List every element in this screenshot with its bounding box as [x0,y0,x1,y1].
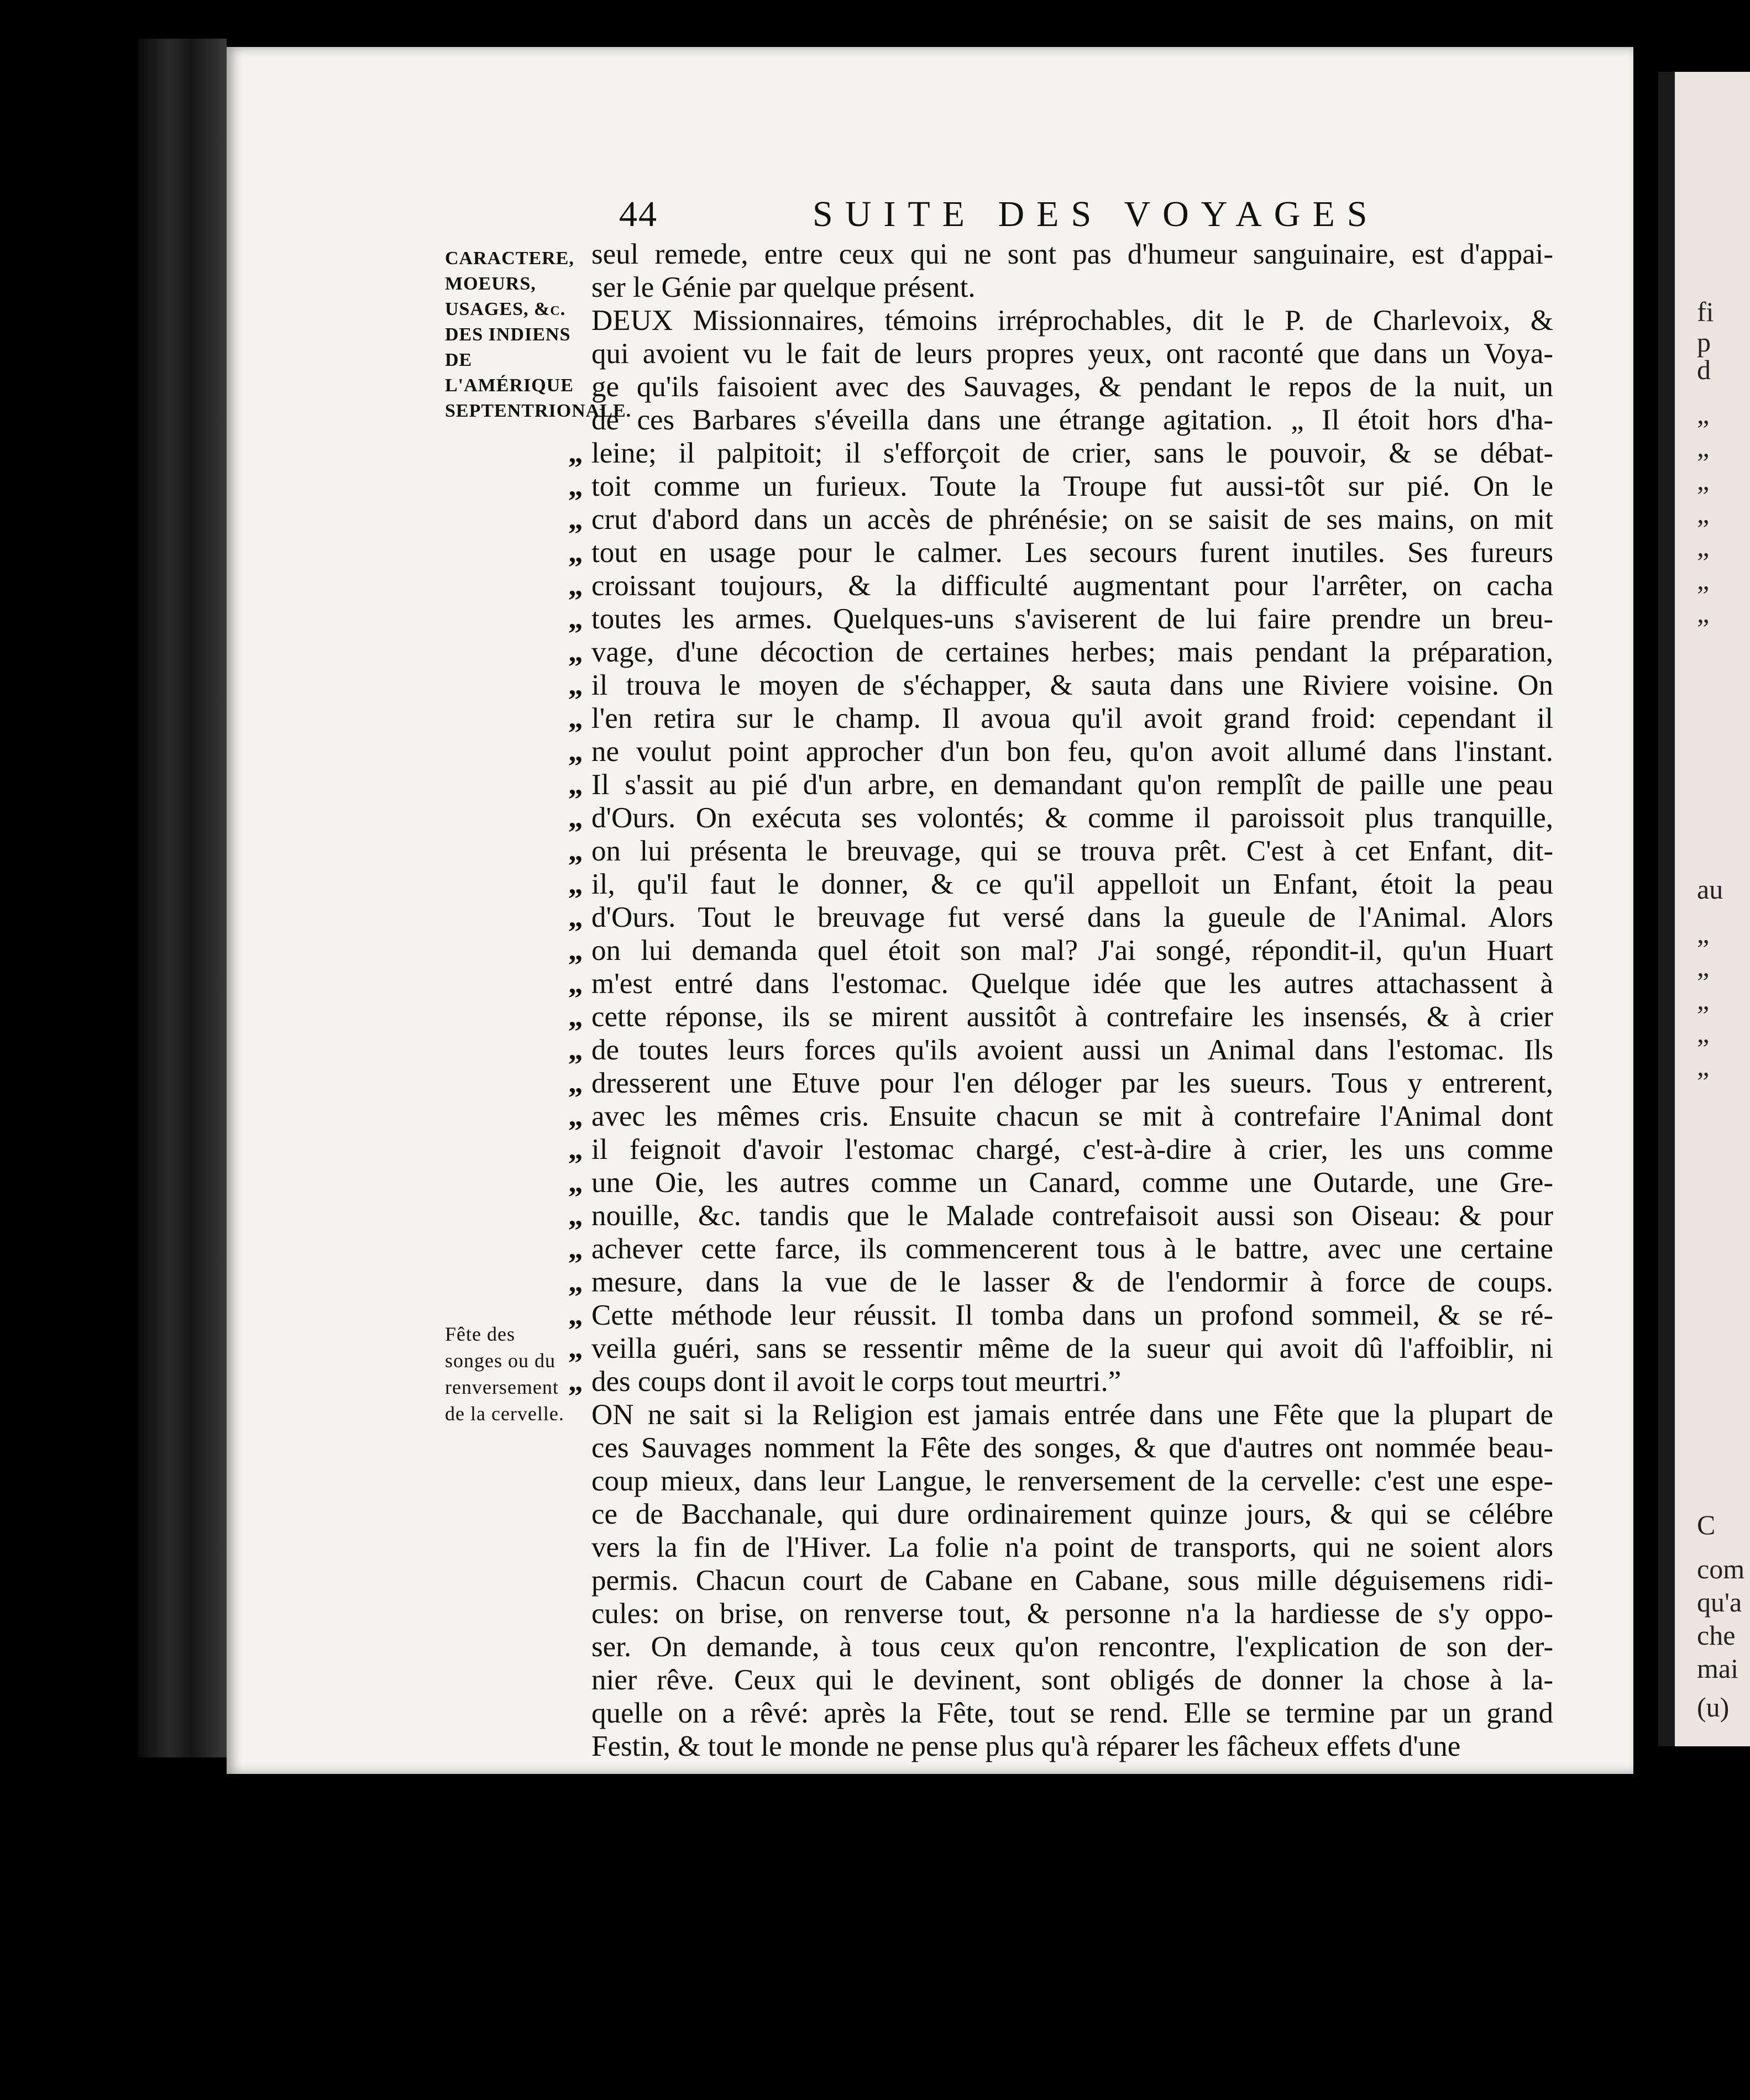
quote-mark: „ [568,769,583,801]
facing-page-fragment: „ [1697,564,1710,595]
line-text: avec les mêmes cris. Ensuite chacun se mit à contrefaire l'Animal dont [591,1100,1553,1132]
page-header [619,193,1548,238]
text-line [568,901,1553,934]
line-text: ON ne sait si la Religion est jamais entrée dans une Fête que la plupart de [591,1399,1553,1431]
text-line [568,801,1553,834]
text-line [568,1133,1553,1166]
quote-mark: „ [568,1200,583,1232]
text-line [591,1597,1553,1630]
text-line [568,437,1553,470]
line-text: ce de Bacchanale, qui dure ordinairement quinze jours, & qui se célébre [591,1498,1553,1530]
text-line [591,1697,1553,1730]
facing-page-fragment: au [1697,874,1723,905]
sidenote-feast-of-dreams: Fête des songes ou du renversement de la cervelle. [445,1323,564,1425]
text-line [568,834,1553,868]
quote-mark: „ [568,636,583,668]
quote-mark: „ [568,1266,583,1298]
facing-page-fragment: „ [1697,465,1710,496]
line-text: vage, d'une décoction de certaines herbes; mais pendant la préparation, [591,636,1553,668]
text-line [568,569,1553,602]
line-text: de ces Barbares s'éveilla dans une étrange agitation. „ Il étoit hors d'ha- [591,404,1553,436]
line-text: permis. Chacun court de Cabane en Cabane, sous mille déguisemens ridi- [591,1565,1553,1597]
text-line [568,602,1553,636]
text-line [568,1166,1553,1199]
text-line [568,669,1553,702]
line-text: une Oie, les autres comme un Canard, comme une Outarde, une Gre- [591,1167,1553,1199]
line-text: seul remede, entre ceux qui ne sont pas d'humeur sanguinaire, est d'appai- [591,238,1553,270]
quote-mark: „ [568,470,583,502]
text-line [591,1431,1553,1464]
facing-page-fragment: „ [1697,1017,1710,1048]
line-text: des coups dont il avoit le corps tout meurtri.” [591,1366,1122,1398]
text-line [568,1299,1553,1332]
line-text: cette réponse, ils se mirent aussitôt à contrefaire les insensés, & à crier [591,1001,1553,1033]
quote-mark: „ [568,1100,583,1132]
line-text: il trouva le moyen de s'échapper, & sauta dans une Riviere voisine. On [591,669,1553,701]
quote-mark: „ [568,835,583,867]
line-text: l'en retira sur le champ. Il avoua qu'il avoit grand froid: cependant il [591,702,1553,734]
quote-mark: „ [568,603,583,635]
line-text: ser le Génie par quelque présent. [591,271,976,303]
quote-mark: „ [568,802,583,834]
quote-mark: „ [568,1034,583,1066]
facing-page-fragment: fi [1697,296,1714,327]
line-text: dresserent une Etuve pour l'en déloger par les sueurs. Tous y entrerent, [591,1067,1553,1099]
quote-mark: „ [568,503,583,536]
text-line [568,702,1553,735]
text-line [568,1332,1553,1365]
text-line [591,1398,1553,1431]
text-line [568,1000,1553,1033]
line-text: on lui présenta le breuvage, qui se trouva prêt. C'est à cet Enfant, dit- [591,835,1553,867]
quote-mark: „ [568,1332,583,1364]
text-line [568,503,1553,536]
facing-page-fragment: „ [1697,918,1710,949]
quote-mark: „ [568,935,583,967]
line-text: achever cette farce, ils commencerent tous à le battre, avec une certaine [591,1233,1553,1265]
line-text: Cette méthode leur réussit. Il tomba dans un profond sommeil, & se ré- [591,1299,1553,1331]
quote-mark: „ [568,437,583,469]
line-text: DEUX Missionnaires, témoins irréprochables, dit le P. de Charlevoix, & [591,305,1553,337]
line-text: nouille, &c. tandis que le Malade contrefaisoit aussi son Oiseau: & pour [591,1200,1553,1232]
running-title: SUITE DES VOYAGES [813,194,1380,234]
facing-page-fragment: „ [1697,597,1710,628]
quote-mark: „ [568,1167,583,1199]
line-text: crut d'abord dans un accès de phrénésie; on se saisit de ses mains, on mit [591,503,1553,536]
body-text [568,238,1553,1763]
line-text: mesure, dans la vue de le lasser & de l'endormir à force de coups. [591,1266,1553,1298]
facing-page-fragment: „ [1697,531,1710,562]
line-text: on lui demanda quel étoit son mal? J'ai songé, répondit-il, qu'un Huart [591,935,1553,967]
line-text: veilla guéri, sans se ressentir même de la sueur qui avoit dû l'affoiblir, ni [591,1332,1553,1364]
line-text: quelle on a rêvé: après la Fête, tout se rend. Elle se termine par un grand [591,1697,1553,1729]
text-line [591,337,1553,370]
line-text: il feignoit d'avoir l'estomac chargé, c'est-à-dire à crier, les uns comme [591,1133,1553,1166]
quote-mark: „ [568,537,583,569]
line-text: coup mieux, dans leur Langue, le renversement de la cervelle: c'est une espe- [591,1465,1553,1497]
text-line [568,1199,1553,1232]
quote-mark: „ [568,868,583,900]
text-line [568,470,1553,503]
text-line [591,1663,1553,1697]
text-line [591,403,1553,437]
text-line [591,1464,1553,1498]
line-text: ne voulut point approcher d'un bon feu, qu'on avoit allumé dans l'instant. [591,736,1553,768]
quote-mark: „ [568,1067,583,1099]
facing-page-fragment: „ [1697,398,1710,429]
text-line [568,735,1553,768]
text-line [568,1232,1553,1266]
line-text: ge qu'ils faisoient avec des Sauvages, & pendant le repos de la nuit, un [591,371,1553,403]
facing-page-fragment: „ [1697,1051,1710,1082]
text-line [568,1365,1553,1398]
line-text: toutes les armes. Quelques-uns s'aviserent de lui faire prendre un breu- [591,603,1553,635]
quote-mark: „ [568,669,583,701]
facing-page-fragment: (u) [1697,1692,1730,1723]
line-text: Il s'assit au pié d'un arbre, en demandant qu'on remplît de paille une peau [591,769,1553,801]
text-line [591,304,1553,337]
facing-page-fragment: mai [1697,1653,1738,1684]
text-line [568,636,1553,669]
text-line [591,271,1553,304]
line-text: leine; il palpitoit; il s'efforçoit de crier, sans le pouvoir, & se débat- [591,437,1553,469]
text-line [591,1498,1553,1531]
text-line [568,1266,1553,1299]
line-text: tout en usage pour le calmer. Les secours furent inutiles. Ses fureurs [591,537,1553,569]
facing-page-fragment: „ [1697,432,1710,463]
text-line [568,536,1553,569]
line-text: vers la fin de l'Hiver. La folie n'a point de transports, qui ne soient alors [591,1531,1553,1563]
text-line [591,1630,1553,1663]
text-line [591,370,1553,403]
line-text: cules: on brise, on renverse tout, & personne n'a la hardiesse de s'y oppo- [591,1598,1553,1630]
facing-page-fragment: „ [1697,498,1710,529]
line-text: croissant toujours, & la difficulté augmentant pour l'arrêter, on cacha [591,570,1553,602]
text-line [591,1564,1553,1597]
line-text: il, qu'il faut le donner, & ce qu'il appelloit un Enfant, étoit la peau [591,868,1553,900]
facing-page-fragment: p [1697,327,1711,358]
line-text: ces Sauvages nomment la Fête des songes, & que d'autres ont nommée beau- [591,1432,1553,1464]
facing-page-fragment: com [1697,1553,1745,1584]
text-line [591,1531,1553,1564]
quote-mark: „ [568,736,583,768]
line-text: ser. On demande, à tous ceux qu'on rencontre, l'explication de son der- [591,1631,1553,1663]
quote-mark: „ [568,1133,583,1166]
facing-page-fragment: C [1697,1509,1716,1540]
text-line [568,1100,1553,1133]
text-line [568,1033,1553,1067]
quote-mark: „ [568,1001,583,1033]
text-line [568,934,1553,967]
facing-page-fragment: „ [1697,984,1710,1015]
quote-mark: „ [568,968,583,1000]
text-line [591,238,1553,271]
quote-mark: „ [568,1233,583,1265]
text-line [568,1067,1553,1100]
quote-mark: „ [568,1366,583,1398]
quote-mark: „ [568,570,583,602]
page-number: 44 [619,194,658,234]
quote-mark: „ [568,1299,583,1331]
quote-mark: „ [568,901,583,933]
quote-mark: „ [568,702,583,734]
line-text: qui avoient vu le fait de leurs propres yeux, ont raconté que dans un Voya- [591,338,1553,370]
line-text: d'Ours. Tout le breuvage fut versé dans la gueule de l'Animal. Alors [591,901,1553,933]
text-line [568,967,1553,1000]
text-line [568,868,1553,901]
book-gutter [138,39,227,1757]
facing-page-fragment: qu'a [1697,1587,1742,1618]
facing-page-fragment: d [1697,354,1711,385]
line-text: de toutes leurs forces qu'ils avoient aussi un Animal dans l'estomac. Ils [591,1034,1553,1066]
line-text: Festin, & tout le monde ne pense plus qu'à réparer les fâcheux effets d'une [591,1730,1461,1762]
text-line [591,1730,1553,1763]
line-text: toit comme un furieux. Toute la Troupe fut aussi-tôt sur pié. On le [591,470,1553,502]
line-text: m'est entré dans l'estomac. Quelque idée que les autres attachassent à [591,968,1553,1000]
line-text: d'Ours. On exécuta ses volontés; & comme il paroissoit plus tranquille, [591,802,1553,834]
text-line [568,768,1553,801]
facing-page-fragment: „ [1697,951,1710,982]
facing-page-fragment: che [1697,1620,1736,1651]
line-text: nier rêve. Ceux qui le devinent, sont obligés de donner la chose à la- [591,1664,1553,1696]
sidenote-indian-customs: CARACTERE, MOEURS, USAGES, &c. DES INDIENS DE L'AMÉRIQUE SEPTENTRIONALE. [445,248,632,421]
